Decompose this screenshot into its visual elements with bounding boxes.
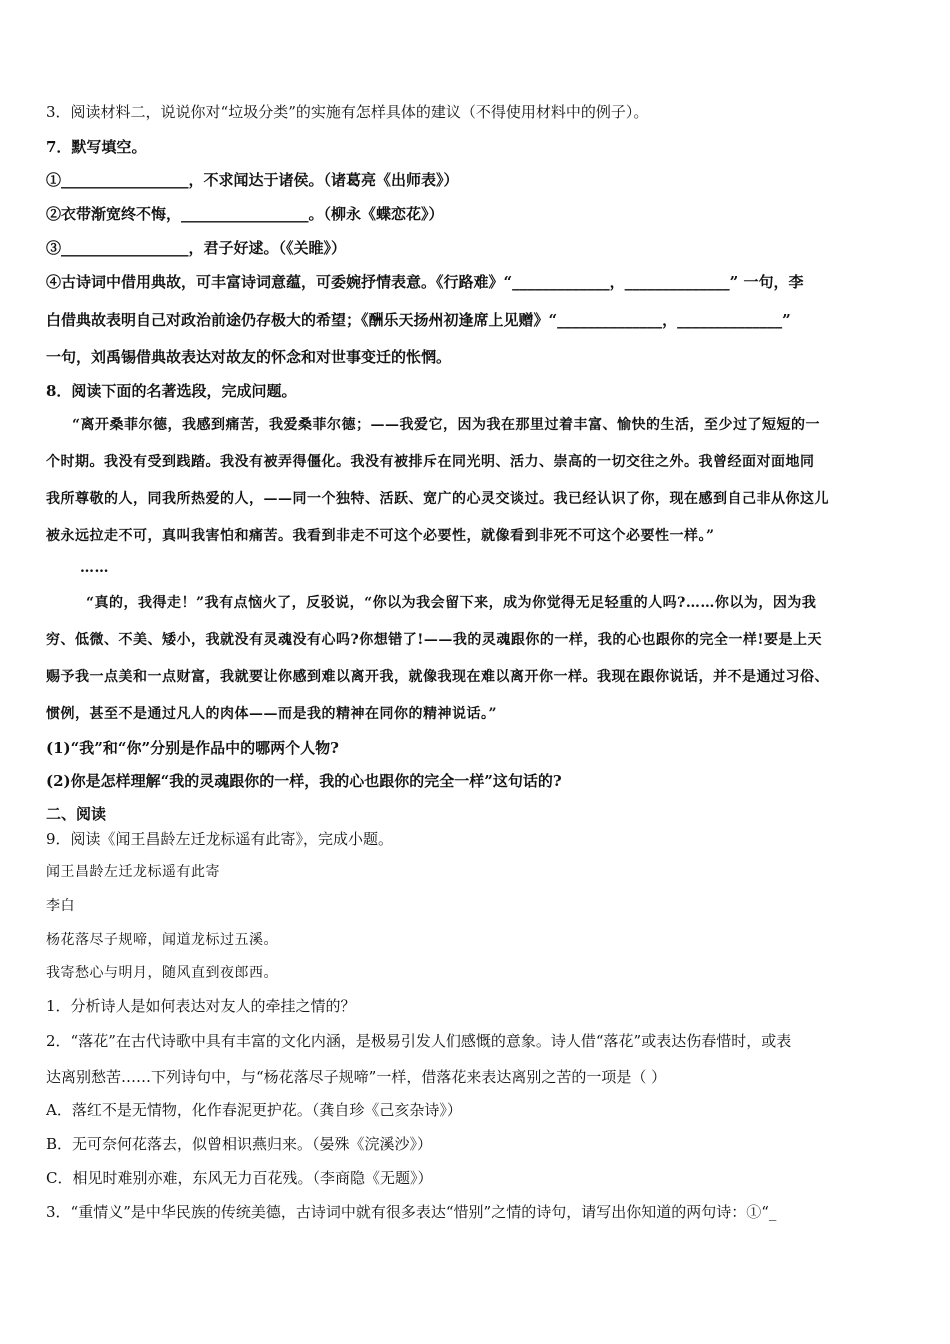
section-two-heading: 二、阅读 — [46, 805, 107, 823]
q7-item-4-line-1: ④古诗词中借用典故，可丰富诗词意蕴，可委婉抒情表意。《行路难》“_____________，______________” 一句，李 — [46, 273, 804, 291]
q8-title: 8．阅读下面的名著选段，完成问题。 — [46, 382, 297, 400]
option-c: C．相见时难别亦难，东风无力百花残。（李商隐《无题》） — [46, 1169, 433, 1187]
q8-passage2-line-3: 赐予我一点美和一点财富，我就要让你感到难以离开我，就像我现在难以离开你一样。我现在跟你说话，并不是通过习俗、 — [46, 669, 829, 685]
q8-passage1-line-4: 被永远拉走不可，真叫我害怕和痛苦。我看到非走不可这个必要性，就像看到非死不可这个必要性一样。” — [46, 528, 715, 544]
q9-sub-question-2-line-2: 达离别愁苦……下列诗句中，与“杨花落尽子规啼”一样，借落花来表达离别之苦的一项是（ ） — [46, 1068, 667, 1086]
q3-material-two-question: 3．阅读材料二，说说你对“垃圾分类”的实施有怎样具体的建议（不得使用材料中的例子）。 — [46, 103, 649, 121]
q8-passage1-line-2: 个时期。我没有受到践踏。我没有被弄得僵化。我没有被排斥在同光明、活力、崇高的一切交往之外。我曾经面对面地同 — [46, 454, 815, 470]
q8-passage2-line-4: 惯例，甚至不是通过凡人的肉体——而是我的精神在同你的精神说话。” — [46, 706, 498, 722]
poem-line-1: 杨花落尽子规啼，闻道龙标过五溪。 — [46, 932, 278, 948]
option-b: B．无可奈何花落去，似曾相识燕归来。（晏殊《浣溪沙》） — [46, 1135, 433, 1153]
q9-sub-question-2-line-1: 2．“落花”在古代诗歌中具有丰富的文化内涵，是极易引发人们感慨的意象。诗人借“落花”或表达伤春惜时，或表 — [46, 1032, 792, 1050]
q8-passage1-line-1: “离开桑菲尔德，我感到痛苦，我爱桑菲尔德；——我爱它，因为我在那里过着丰富、愉快的生活，至少过了短短的一 — [72, 417, 821, 433]
poem-title: 闻王昌龄左迁龙标遥有此寄 — [46, 864, 220, 880]
q9-sub-question-1: 1．分析诗人是如何表达对友人的牵挂之情的？ — [46, 997, 356, 1015]
q8-sub-question-1: (1)“我”和“你”分别是作品中的哪两个人物? — [46, 739, 339, 757]
poem-line-2: 我寄愁心与明月，随风直到夜郎西。 — [46, 965, 278, 981]
q9-title: 9．阅读《闻王昌龄左迁龙标遥有此寄》，完成小题。 — [46, 830, 394, 848]
q7-item-1: ①_________________，不求闻达于诸侯。（诸葛亮《出师表》） — [46, 171, 459, 189]
q7-item-3: ③_________________，君子好逑。（《关睢》） — [46, 239, 347, 257]
q8-passage2-line-2: 穷、低微、不美、矮小，我就没有灵魂没有心吗?你想错了!——我的灵魂跟你的一样，我的心也跟你的完全一样!要是上天 — [46, 632, 822, 648]
q7-item-2: ②衣带渐宽终不悔，_________________。（柳永《蝶恋花》） — [46, 205, 444, 223]
q8-sub-question-2: (2)你是怎样理解“我的灵魂跟你的一样，我的心也跟你的完全一样”这句话的? — [46, 772, 562, 790]
q7-item-4-line-3: 一句，刘禹锡借典故表达对故友的怀念和对世事变迁的怅惘。 — [46, 348, 452, 366]
q9-sub-question-3: 3．“重情义”是中华民族的传统美德，古诗词中就有很多表达“惜别”之情的诗句，请写出你知道的两句诗：①“_ — [46, 1203, 777, 1221]
q7-title: 7．默写填空。 — [46, 138, 147, 156]
q8-passage1-line-3: 我所尊敬的人，同我所热爱的人，——同一个独特、活跃、宽广的心灵交谈过。我已经认识了你，现在感到自己非从你这儿 — [46, 491, 829, 507]
q7-item-4-line-2: 白借典故表明自己对政治前途仍存极大的希望；《酬乐天扬州初逢席上见赠》“______________，______________” — [46, 311, 791, 329]
poem-author: 李白 — [46, 898, 75, 914]
q8-passage2-line-1: “真的，我得走！”我有点恼火了，反驳说，“你以为我会留下来，成为你觉得无足轻重的人吗?……你以为，因为我 — [86, 595, 817, 611]
q8-ellipsis: …… — [80, 560, 109, 576]
option-a: A．落红不是无情物，化作春泥更护花。（龚自珍《己亥杂诗》） — [46, 1101, 462, 1119]
